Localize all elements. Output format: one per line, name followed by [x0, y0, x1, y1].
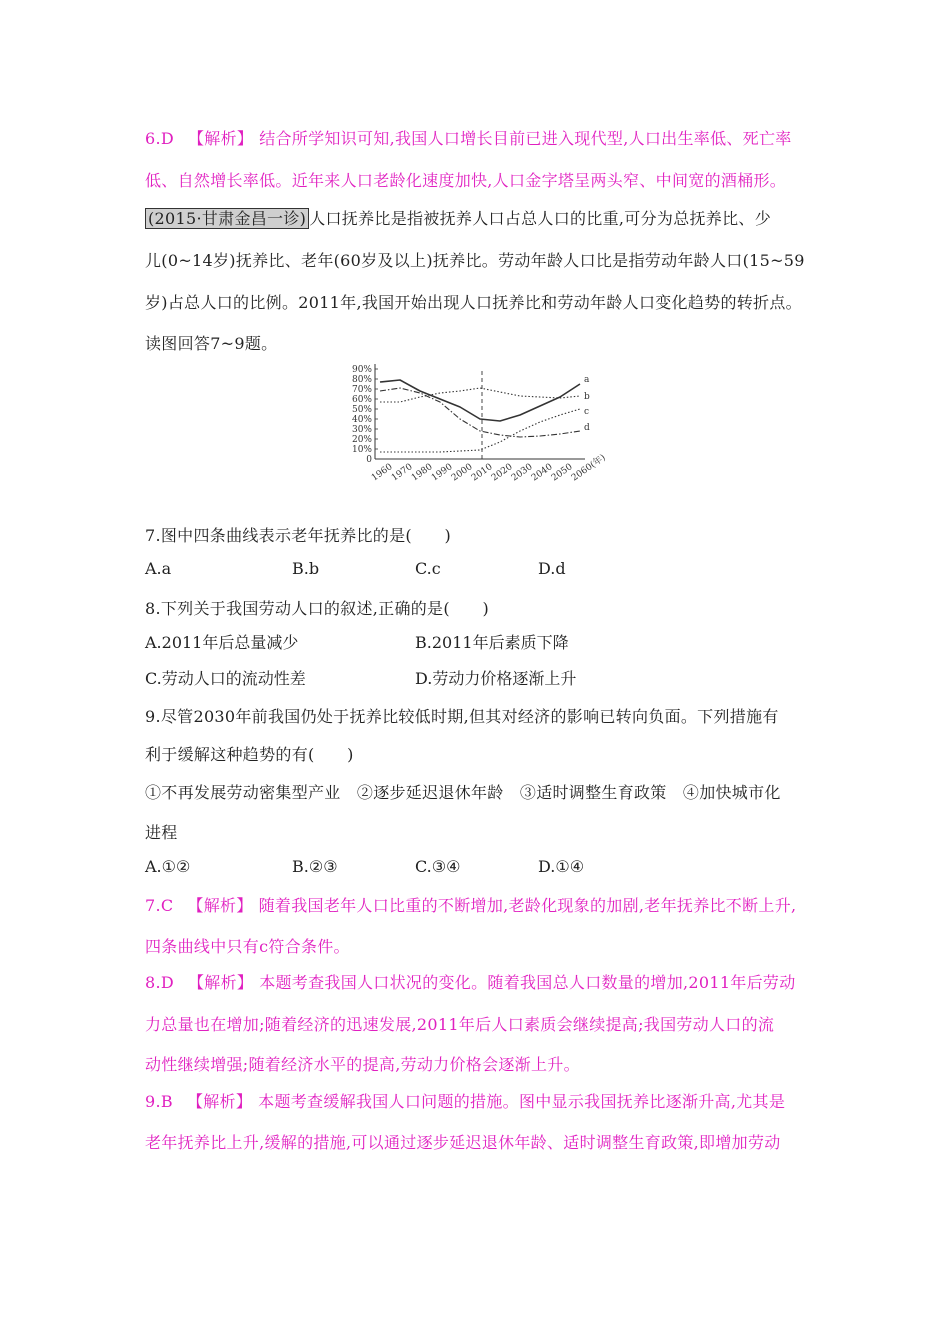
answer-9-tag: 【解析】: [186, 1092, 253, 1111]
series-line-d: [380, 388, 580, 437]
answer-6-line-1: [145, 126, 792, 149]
q9-option-a[interactable]: A.①②: [145, 857, 191, 876]
answer-8-line-1: [145, 970, 796, 993]
q9-option-d[interactable]: D.①④: [538, 857, 585, 876]
answer-6-number: 6.D: [145, 129, 174, 148]
answer-6-tag: 【解析】: [188, 129, 254, 148]
x-tick-label: 2050: [549, 462, 575, 484]
intro-line-2: 儿(0~14岁)抚养比、老年(60岁及以上)抚养比。劳动年龄人口比是指劳动年龄人口(15~59: [145, 251, 805, 270]
question-9-items-1: ①不再发展劳动密集型产业 ②逐步延迟退休年龄 ③适时调整生育政策 ④加快城市化: [145, 783, 781, 802]
source-label: (2015·甘肃金昌一诊): [145, 208, 309, 229]
intro-line-1: [145, 206, 771, 229]
series-label-d: d: [584, 423, 590, 433]
answer-9-line-1: [145, 1089, 785, 1112]
q7-option-b[interactable]: B.b: [292, 559, 320, 578]
x-tick-label: 2020: [489, 462, 515, 484]
x-tick-label: 2010: [469, 462, 495, 484]
q8-option-b[interactable]: B.2011年后素质下降: [415, 633, 569, 652]
q7-option-c[interactable]: C.c: [415, 559, 441, 578]
x-tick-label: 2040: [529, 462, 555, 484]
q8-option-d[interactable]: D.劳动力价格逐渐上升: [415, 669, 577, 688]
answer-7-line-1: [145, 893, 796, 916]
dependency-ratio-chart: [350, 355, 610, 490]
answer-9-number: 9.B: [145, 1092, 173, 1111]
intro-line-4: 读图回答7~9题。: [145, 334, 278, 353]
y-tick-label: 10%: [351, 445, 372, 455]
q9-option-b[interactable]: B.②③: [292, 857, 338, 876]
y-tick-label: 80%: [351, 375, 372, 385]
answer-8-tag: 【解析】: [188, 973, 254, 992]
series-label-a: a: [584, 375, 590, 385]
answer-7-tag: 【解析】: [187, 896, 253, 915]
answer-8-line-2: 力总量也在增加;随着经济的迅速发展,2011年后人口素质会继续提高;我国劳动人口的流: [145, 1015, 775, 1034]
question-8-stem: 8.下列关于我国劳动人口的叙述,正确的是( ): [145, 599, 490, 618]
y-tick-label: 50%: [351, 405, 372, 415]
question-9-stem-2: 利于缓解这种趋势的有( ): [145, 745, 354, 764]
q7-option-d[interactable]: D.d: [538, 559, 566, 578]
answer-6-text: 结合所学知识可知,我国人口增长目前已进入现代型,人口出生率低、死亡率: [259, 129, 792, 148]
answer-7-number: 7.C: [145, 896, 174, 915]
x-tick-label: 1970: [389, 462, 415, 484]
x-tick-label: 2060(年): [569, 452, 608, 484]
series-line-b: [380, 388, 580, 402]
x-tick-label: 1980: [409, 462, 435, 484]
q7-option-a[interactable]: A.a: [145, 559, 172, 578]
x-tick-label: 1990: [429, 462, 455, 484]
q8-option-a[interactable]: A.2011年后总量减少: [145, 633, 299, 652]
answer-9-line-2: 老年抚养比上升,缓解的措施,可以通过逐步延迟退休年龄、适时调整生育政策,即增加劳动: [145, 1133, 781, 1152]
y-tick-label: 0: [366, 455, 372, 465]
y-tick-label: 60%: [351, 395, 372, 405]
question-7-stem: 7.图中四条曲线表示老年抚养比的是( ): [145, 526, 452, 545]
x-tick-label: 1960: [369, 462, 395, 484]
y-tick-label: 20%: [351, 435, 372, 445]
intro-text-1: 人口抚养比是指被抚养人口占总人口的比重,可分为总抚养比、少: [309, 209, 771, 228]
intro-line-3: 岁)占总人口的比例。2011年,我国开始出现人口抚养比和劳动年龄人口变化趋势的转折点。: [145, 293, 802, 312]
y-tick-label: 40%: [351, 415, 372, 425]
y-tick-label: 90%: [351, 365, 372, 375]
question-9-items-2: 进程: [145, 823, 178, 842]
x-tick-label: 2000: [449, 462, 475, 484]
answer-8-number: 8.D: [145, 973, 174, 992]
answer-8-text: 本题考查我国人口状况的变化。随着我国总人口数量的增加,2011年后劳动: [259, 973, 796, 992]
q9-option-c[interactable]: C.③④: [415, 857, 461, 876]
answer-7-line-2: 四条曲线中只有c符合条件。: [145, 937, 350, 956]
q8-option-c[interactable]: C.劳动人口的流动性差: [145, 669, 306, 688]
x-tick-label: 2030: [509, 462, 535, 484]
series-line-a: [380, 380, 580, 421]
answer-7-text: 随着我国老年人口比重的不断增加,老龄化现象的加剧,老年抚养比不断上升,: [258, 896, 797, 915]
answer-9-text: 本题考查缓解我国人口问题的措施。图中显示我国抚养比逐渐升高,尤其是: [258, 1092, 786, 1111]
y-tick-label: 70%: [351, 385, 372, 395]
series-label-c: c: [584, 407, 590, 417]
y-tick-label: 30%: [351, 425, 372, 435]
answer-6-line-2: 低、自然增长率低。近年来人口老龄化速度加快,人口金字塔呈两头窄、中间宽的酒桶形。: [145, 171, 787, 190]
series-label-b: b: [584, 392, 590, 402]
answer-8-line-3: 动性继续增强;随着经济水平的提高,劳动力价格会逐渐上升。: [145, 1055, 580, 1074]
question-9-stem-1: 9.尽管2030年前我国仍处于抚养比较低时期,但其对经济的影响已转向负面。下列措施有: [145, 707, 779, 726]
